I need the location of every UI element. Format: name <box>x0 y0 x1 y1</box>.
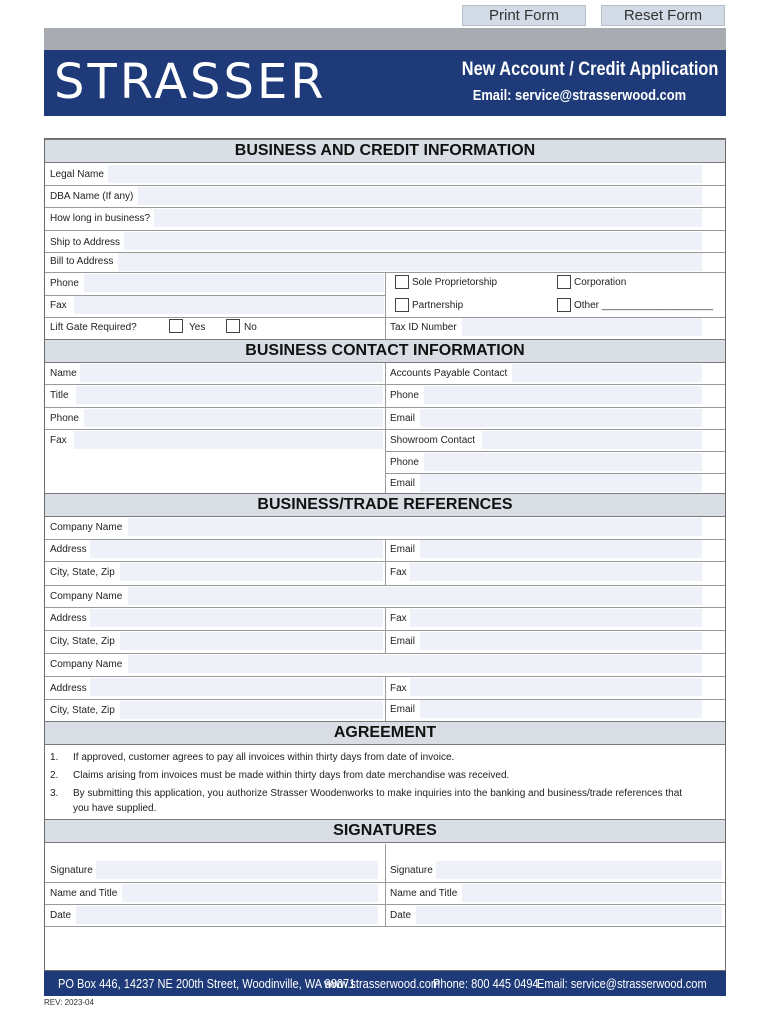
ship-to-label: Ship to Address <box>50 237 121 248</box>
agreement-item-number: 1. <box>50 752 59 763</box>
ref3-address-label: Address <box>50 683 87 694</box>
contact-title-field[interactable] <box>76 386 383 404</box>
tax-id-field[interactable] <box>462 318 702 336</box>
how-long-label: How long in business? <box>50 213 151 224</box>
lift-gate-label: Lift Gate Required? <box>50 322 137 333</box>
divider <box>385 272 386 340</box>
other-label: Other ____________________ <box>574 300 714 311</box>
ref1-email-label: Email <box>390 544 416 555</box>
divider <box>45 926 725 927</box>
signature-label-right: Signature <box>390 865 433 876</box>
section-signatures: SIGNATURES <box>45 819 725 843</box>
legal-name-label: Legal Name <box>50 169 104 180</box>
footer-bar <box>44 971 726 996</box>
partnership-label: Partnership <box>412 300 464 311</box>
section-trade-references: BUSINESS/TRADE REFERENCES <box>45 493 725 517</box>
name-title-field-right[interactable] <box>462 884 722 902</box>
contact-name-label: Name <box>50 368 77 379</box>
bill-to-label: Bill to Address <box>50 256 114 267</box>
lift-gate-no-label: No <box>244 322 257 333</box>
ref1-address-label: Address <box>50 544 87 555</box>
tax-id-label: Tax ID Number <box>390 322 457 333</box>
ref1-company-field[interactable] <box>128 518 702 536</box>
divider <box>385 676 386 721</box>
agreement-item-text: Claims arising from invoices must be made within thirty days from date merchandise was received. <box>73 770 510 781</box>
lift-gate-yes-checkbox[interactable] <box>169 319 183 333</box>
agreement-item-text: By submitting this application, you authorize Strasser Woodenworks to make inquiries into the banking and business/trade references that <box>73 788 683 799</box>
divider <box>385 539 386 585</box>
fax-field[interactable] <box>74 296 384 314</box>
ref3-company-field[interactable] <box>128 655 702 673</box>
divider <box>45 230 725 231</box>
divider <box>45 653 725 654</box>
divider <box>385 363 386 493</box>
header-email: Email: service@strasserwood.com <box>472 87 686 104</box>
revision-label: REV: 2023-04 <box>44 998 94 1007</box>
divider <box>45 585 725 586</box>
showroom-email-label: Email <box>390 478 416 489</box>
ref2-company-label: Company Name <box>50 591 123 602</box>
partnership-checkbox[interactable] <box>395 298 409 312</box>
agreement-item-text: you have supplied. <box>73 803 157 814</box>
ref2-city-label: City, State, Zip <box>50 636 115 647</box>
ref3-email-label: Email <box>390 704 416 715</box>
ref2-address-label: Address <box>50 613 87 624</box>
agreement-item-text: If approved, customer agrees to pay all invoices within thirty days from date of invoice. <box>73 752 455 763</box>
ref2-address-field[interactable] <box>90 609 383 627</box>
contact-title-label: Title <box>50 390 69 401</box>
footer-email: Email: service@strasserwood.com <box>537 976 707 991</box>
reset-form-button[interactable]: Reset Form <box>601 5 725 26</box>
ap-email-label: Email <box>390 413 416 424</box>
ref3-company-label: Company Name <box>50 659 123 670</box>
header-gray-bar <box>44 28 726 50</box>
how-long-field[interactable] <box>154 209 702 227</box>
contact-fax-label: Fax <box>50 435 67 446</box>
date-label-right: Date <box>390 910 412 921</box>
section-business-credit: BUSINESS AND CREDIT INFORMATION <box>45 139 725 163</box>
header-banner <box>44 50 726 116</box>
ship-to-field[interactable] <box>124 232 702 250</box>
date-field-left[interactable] <box>76 906 378 924</box>
showroom-email-field[interactable] <box>420 474 702 492</box>
contact-name-field[interactable] <box>80 364 383 382</box>
contact-phone-field[interactable] <box>84 409 383 427</box>
phone-field[interactable] <box>84 274 384 292</box>
divider <box>385 844 386 926</box>
ref2-fax-field[interactable] <box>410 609 702 627</box>
fax-label: Fax <box>50 300 67 311</box>
ap-email-field[interactable] <box>420 409 702 427</box>
ref2-company-field[interactable] <box>128 587 702 605</box>
signature-field-left[interactable] <box>96 861 378 879</box>
name-title-label-left: Name and Title <box>50 888 118 899</box>
divider <box>385 451 725 452</box>
phone-label: Phone <box>50 278 79 289</box>
signature-field-right[interactable] <box>436 861 722 879</box>
date-field-right[interactable] <box>416 906 722 924</box>
agreement-item-number: 3. <box>50 788 59 799</box>
legal-name-field[interactable] <box>108 165 702 183</box>
ref1-city-field[interactable] <box>120 563 383 581</box>
ref2-email-label: Email <box>390 636 416 647</box>
strasser-logo: STRASSER <box>54 54 327 110</box>
ref3-city-label: City, State, Zip <box>50 705 115 716</box>
divider <box>385 607 386 653</box>
showroom-phone-label: Phone <box>390 457 419 468</box>
showroom-phone-field[interactable] <box>424 453 702 471</box>
lift-gate-yes-label: Yes <box>189 322 206 333</box>
divider <box>45 207 725 208</box>
corporation-checkbox[interactable] <box>557 275 571 289</box>
lift-gate-no-checkbox[interactable] <box>226 319 240 333</box>
footer-website: www.strasserwood.com <box>324 976 441 991</box>
sole-proprietorship-checkbox[interactable] <box>395 275 409 289</box>
ap-contact-field[interactable] <box>512 364 702 382</box>
divider <box>45 185 725 186</box>
ref3-city-field[interactable] <box>120 701 383 719</box>
bill-to-field[interactable] <box>118 253 702 271</box>
ref1-city-label: City, State, Zip <box>50 567 115 578</box>
showroom-contact-field[interactable] <box>482 431 702 449</box>
sole-proprietorship-label: Sole Proprietorship <box>412 277 498 288</box>
name-title-label-right: Name and Title <box>390 888 458 899</box>
ref1-company-label: Company Name <box>50 522 123 533</box>
name-title-field-left[interactable] <box>122 884 378 902</box>
dba-label: DBA Name (If any) <box>50 191 134 202</box>
contact-fax-field[interactable] <box>74 431 383 449</box>
date-label-left: Date <box>50 910 72 921</box>
ref2-city-field[interactable] <box>120 632 383 650</box>
ref3-fax-field[interactable] <box>410 678 702 696</box>
ref1-address-field[interactable] <box>90 540 383 558</box>
ref1-fax-field[interactable] <box>410 563 702 581</box>
ref3-address-field[interactable] <box>90 678 383 696</box>
ref1-fax-label: Fax <box>390 567 407 578</box>
section-agreement: AGREEMENT <box>45 721 725 745</box>
ref2-email-field[interactable] <box>420 632 702 650</box>
ap-phone-field[interactable] <box>424 386 702 404</box>
agreement-item-number: 2. <box>50 770 59 781</box>
form-title: New Account / Credit Application <box>461 59 718 80</box>
ref1-email-field[interactable] <box>420 540 702 558</box>
contact-phone-label: Phone <box>50 413 79 424</box>
ap-phone-label: Phone <box>390 390 419 401</box>
print-form-button[interactable]: Print Form <box>462 5 586 26</box>
signature-label-left: Signature <box>50 865 93 876</box>
ref3-email-field[interactable] <box>420 700 702 718</box>
footer-phone: Phone: 800 445 0494 <box>433 976 539 991</box>
section-business-contact: BUSINESS CONTACT INFORMATION <box>45 339 725 363</box>
dba-field[interactable] <box>138 187 702 205</box>
showroom-contact-label: Showroom Contact <box>390 435 476 446</box>
ref2-fax-label: Fax <box>390 613 407 624</box>
ap-contact-label: Accounts Payable Contact <box>390 368 508 379</box>
footer-address: PO Box 446, 14237 NE 200th Street, Woodinville, WA 98071 <box>58 976 356 991</box>
ref3-fax-label: Fax <box>390 683 407 694</box>
other-checkbox[interactable] <box>557 298 571 312</box>
corporation-label: Corporation <box>574 277 627 288</box>
